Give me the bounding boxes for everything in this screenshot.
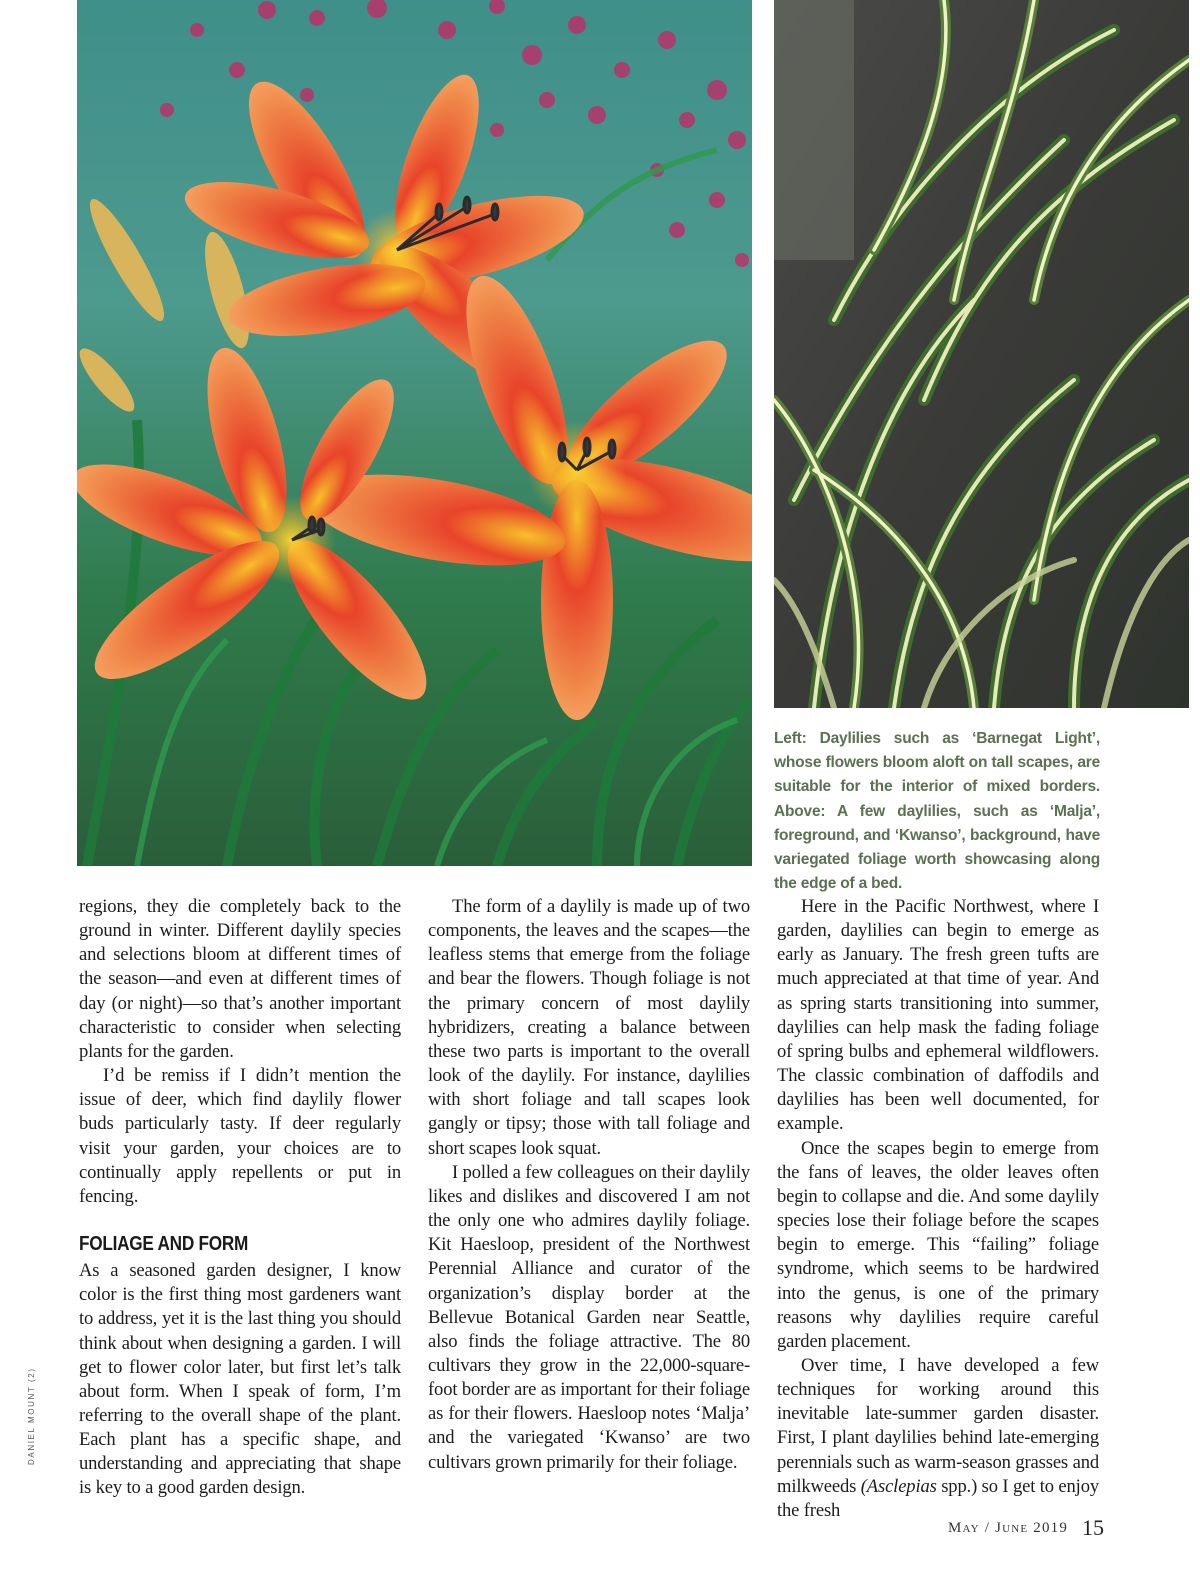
paragraph: Here in the Pacific Northwest, where I garden, daylilies can begin to emerge as early as January. The fresh green tufts are much appreciated at that time of year. And as spring starts transitioning into summer, daylilies can help mask the fading foliage of spring bulbs and ephemeral wildflowers. The classic combination of daffodils and daylilies has been well documented, for example. <box>777 896 1099 1135</box>
paragraph <box>777 1354 1099 1523</box>
italic-species-name: (Asclepias <box>860 1475 937 1497</box>
article-column-2 <box>428 895 750 1475</box>
paragraph: regions, they die completely back to the ground in winter. Different daylily species and selections bloom at different times of the season—and even at different times of day (or night)—so that’s another important characteristic to consider when selecting plants for the garden. <box>79 896 401 1062</box>
paragraph: I polled a few colleagues on their daylily likes and dislikes and discovered I am not the only one who admires daylily foliage. Kit Haesloop, president of the Northwest Perennial Alliance and curator of the organization’s display border at the Bellevue Botanical Garden near Seattle, also finds the foliage attractive. The 80 cultivars they grow in the 22,000-square-foot border are as important for their foliage as for their flowers. Haesloop notes ‘Malja’ and the variegated ‘Kwanso’ are two cultivars grown primarily for their foliage. <box>428 1161 750 1473</box>
issue-date: May / June 2019 <box>948 1520 1069 1536</box>
page-number: 15 <box>1082 1515 1104 1540</box>
article-column-1 <box>79 895 401 1501</box>
paragraph: The form of a daylily is made up of two components, the leaves and the scapes—the leafless stems that emerge from the foliage and bear the flowers. Though foliage is not the primary concern of most daylily hybridizers, creating a balance between these two parts is important to the overall look of the daylily. For instance, daylilies with short foliage and tall scapes look gangly or tipsy; those with tall foliage and short scapes look squat. <box>428 896 750 1159</box>
photo-caption: Left: Daylilies such as ‘Barnegat Light’, whose flowers bloom aloft on tall scapes, are suitable for the interior of mixed borders. Above: A few daylilies, such as ‘Malja’, foreground, and ‘Kwanso’, background, have variegated foliage worth showcasing along the edge of a bed. <box>774 730 1100 893</box>
text-run: spp.) so I get to enjoy the fresh <box>777 1475 1099 1521</box>
paragraph: I’d be remiss if I didn’t mention the issue of deer, which find daylily flower buds particularly tasty. If deer regularly visit your garden, your choices are to continually apply repellents or put in fencing. <box>79 1065 401 1207</box>
text-run: Over time, I have developed a few techniques for working around this inevitable late-summer garden disaster. First, I plant daylilies behind late-emerging perennials such as warm-season grasses and milkweeds <box>777 1354 1099 1497</box>
section-heading: FOLIAGE AND FORM <box>79 1233 249 1256</box>
variegated-foliage-photo <box>774 0 1189 708</box>
paragraph: Once the scapes begin to emerge from the fans of leaves, the older leaves often begin to collapse and die. And some daylily species lose their foliage before the scapes begin to emerge. This “failing” foliage syndrome, which seems to be hardwired into the genus, is one of the primary reasons why daylilies require careful garden placement. <box>777 1137 1099 1352</box>
photo-credit: DANIEL MOUNT (2) <box>27 1367 36 1465</box>
article-column-3 <box>777 895 1099 1523</box>
paragraph: As a seasoned garden designer, I know color is the first thing most gardeners want to address, yet it is the last thing you should think about when designing a garden. I will get to flower color later, but first let’s talk about form. When I speak of form, I’m referring to the overall shape of the plant. Each plant has a specific shape, and understanding and appreciating that shape is key to a good garden design. <box>79 1260 401 1499</box>
daylily-flowers-photo <box>77 0 752 866</box>
